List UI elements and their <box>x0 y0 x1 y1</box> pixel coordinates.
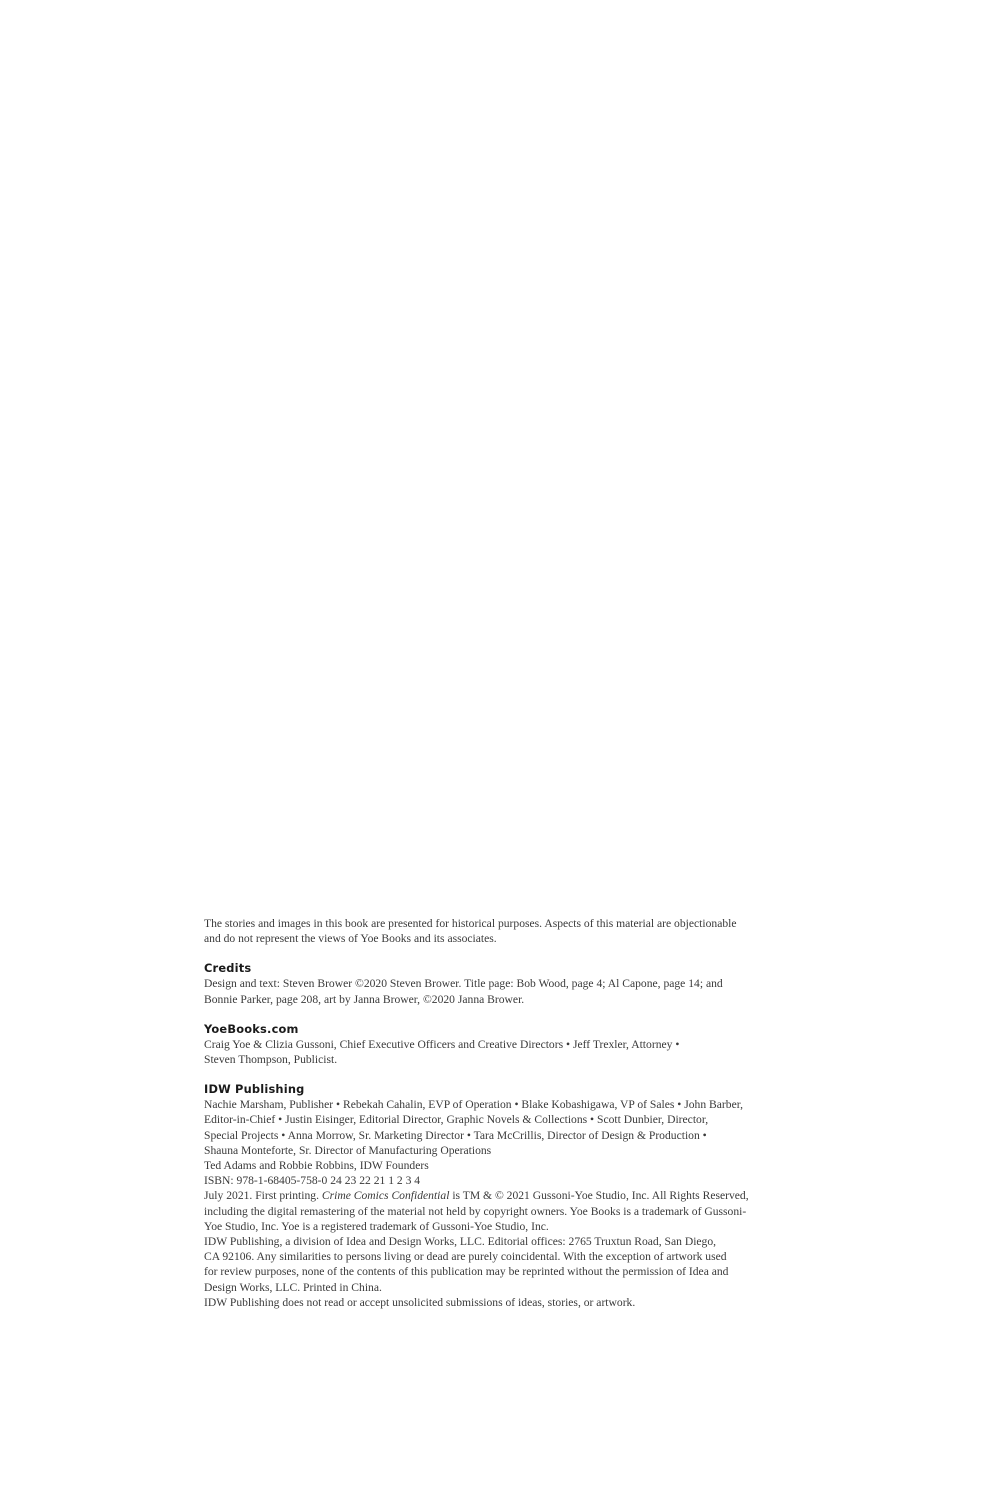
legal-line: IDW Publishing does not read or accept unsolicited submissions of ideas, stories, or artwork. <box>204 1295 636 1309</box>
legal-line: including the digital remastering of the material not held by copyright owners. Yoe Books is a trademark of Gussoni- <box>204 1204 747 1218</box>
legal-line: CA 92106. Any similarities to persons living or dead are purely coincidental. With the exception of artwork used <box>204 1250 727 1264</box>
isbn-line: ISBN: 978-1-68405-758-0 24 23 22 21 1 2 3 4 <box>204 1174 421 1188</box>
idw-section <box>204 1082 784 1158</box>
legal-suffix: is TM & © 2021 Gussoni-Yoe Studio, Inc. All Rights Reserved, <box>449 1189 749 1203</box>
credits-section <box>204 961 784 1006</box>
legal-line: for review purposes, none of the contents of this publication may be reprinted without the permission of Idea and <box>204 1265 729 1279</box>
disclaimer-paragraph <box>204 916 784 946</box>
legal-first-line <box>204 1188 784 1203</box>
idw-heading: IDW Publishing <box>204 1082 305 1097</box>
credits-line: Design and text: Steven Brower ©2020 Steven Brower. Title page: Bob Wood, page 4; Al Capone, page 14; and <box>204 977 723 991</box>
legal-line: Design Works, LLC. Printed in China. <box>204 1280 382 1294</box>
yoebooks-paragraph <box>204 1037 784 1067</box>
colophon-block <box>204 916 784 1310</box>
idw-line: Editor-in-Chief • Justin Eisinger, Editorial Director, Graphic Novels & Collections • Scott Dunbier, Director, <box>204 1113 709 1127</box>
founders-line: Ted Adams and Robbie Robbins, IDW Founders <box>204 1159 429 1173</box>
yoebooks-heading: YoeBooks.com <box>204 1021 299 1036</box>
legal-paragraph <box>204 1188 784 1310</box>
idw-paragraph <box>204 1097 784 1158</box>
disclaimer-line: The stories and images in this book are presented for historical purposes. Aspects of this material are objectionable <box>204 917 737 930</box>
credits-paragraph <box>204 976 784 1006</box>
legal-line: IDW Publishing, a division of Idea and Design Works, LLC. Editorial offices: 2765 Truxtun Road, San Diego, <box>204 1235 717 1249</box>
idw-line: Nachie Marsham, Publisher • Rebekah Cahalin, EVP of Operation • Blake Kobashigawa, VP of Sales • John Barber, <box>204 1098 744 1112</box>
credits-heading: Credits <box>204 961 252 976</box>
credits-line: Bonnie Parker, page 208, art by Janna Brower, ©2020 Janna Brower. <box>204 992 525 1006</box>
yoebooks-line: Craig Yoe & Clizia Gussoni, Chief Executive Officers and Creative Directors • Jeff Trexler, Attorney • <box>204 1037 680 1051</box>
legal-prefix: July 2021. First printing. <box>204 1189 322 1203</box>
idw-line: Special Projects • Anna Morrow, Sr. Marketing Director • Tara McCrillis, Director of Design & Production • <box>204 1128 707 1142</box>
yoebooks-section <box>204 1022 784 1067</box>
idw-line: Shauna Monteforte, Sr. Director of Manufacturing Operations <box>204 1143 492 1157</box>
legal-line: Yoe Studio, Inc. Yoe is a registered trademark of Gussoni-Yoe Studio, Inc. <box>204 1219 549 1233</box>
disclaimer-line: and do not represent the views of Yoe Books and its associates. <box>204 932 497 946</box>
book-title: Crime Comics Confidential <box>321 1189 450 1203</box>
yoebooks-line: Steven Thompson, Publicist. <box>204 1053 338 1067</box>
